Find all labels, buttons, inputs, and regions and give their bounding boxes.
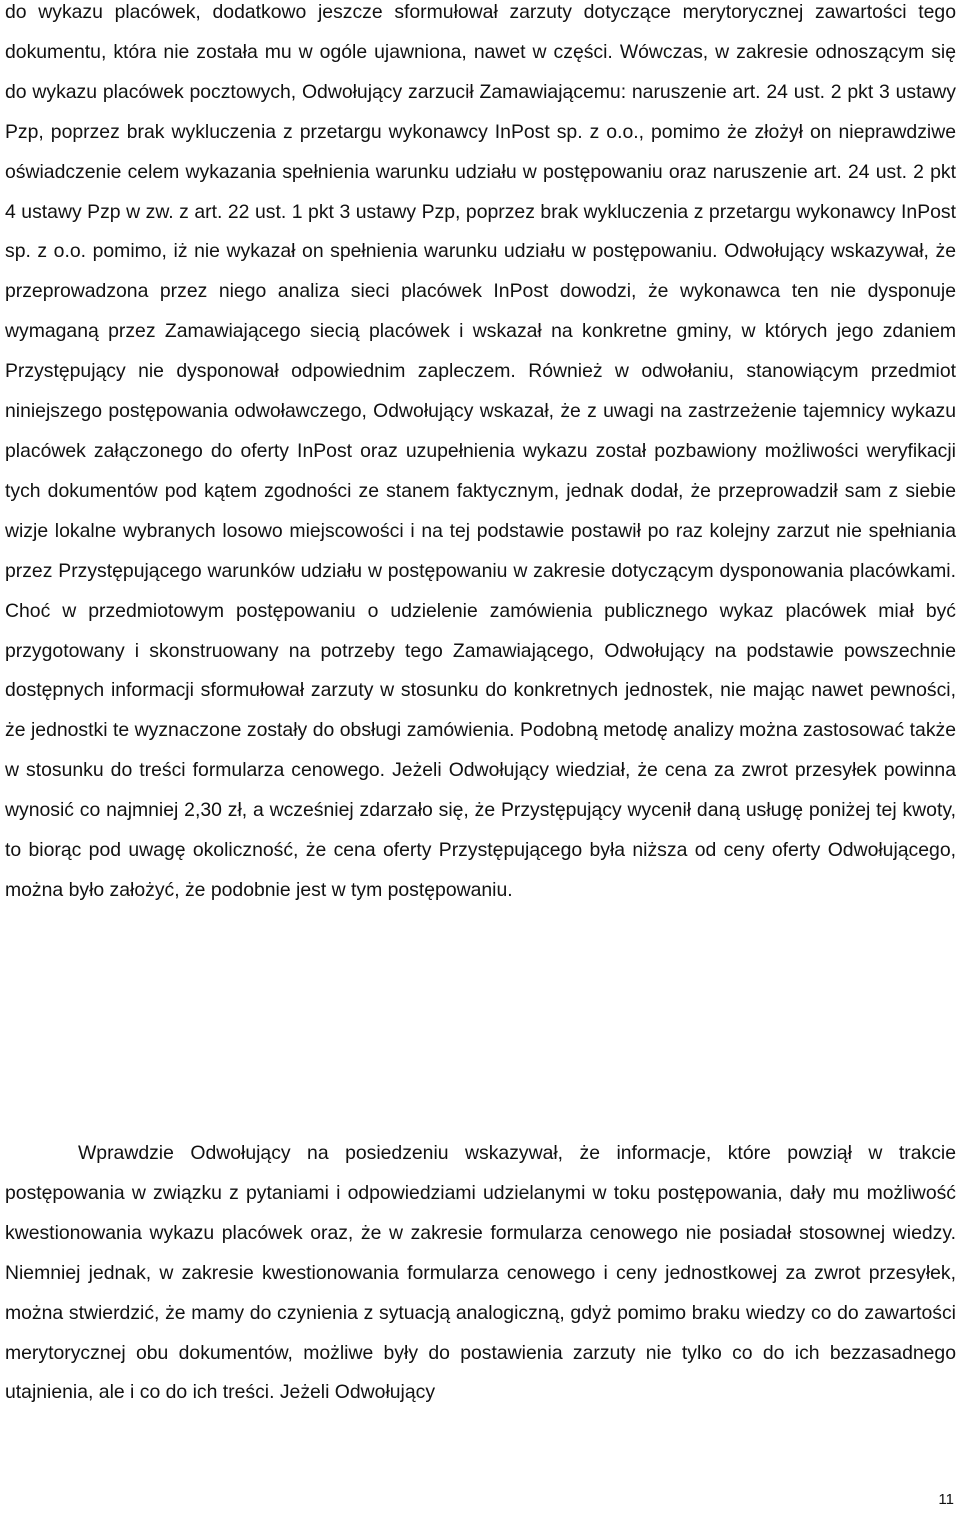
page-number: 11 [938,1491,954,1508]
body-paragraph-2: Wprawdzie Odwołujący na posiedzeniu wskazywał, że informacje, które powziął w trakcie postępowania w związku z pytaniami i odpowiedziami udzielanymi w toku postępowania, dały mu możliwość kwestionowania wykazu placówek oraz, że w zakresie formularza cenowego nie posiadał stosownej wiedzy. Niemniej jednak, w zakresie kwestionowania formularza cenowego i ceny jednostkowej za zwrot przesyłek, można stwierdzić, że mamy do czynienia z sytuacją analogiczną, gdyż pomimo braku wiedzy co do zawartości merytorycznej obu dokumentów, możliwe były do postawienia zarzuty nie tylko co do ich bezzasadnego utajnienia, ale i co do ich treści. Jeżeli Odwołujący [5,1142,956,1404]
body-paragraph-1: do wykazu placówek, dodatkowo jeszcze sformułował zarzuty dotyczące merytorycznej zawartości tego dokumentu, która nie została mu w ogóle ujawniona, nawet w części. Wówczas, w zakresie odnoszącym się do wykazu placówek pocztowych, Odwołujący zarzucił Zamawiającemu: naruszenie art. 24 ust. 2 pkt 3 ustawy Pzp, poprzez brak wykluczenia z przetargu wykonawcy InPost sp. z o.o., pomimo że złożył on nieprawdziwe oświadczenie celem wykazania spełnienia warunku udziału w postępowaniu oraz naruszenie art. 24 ust. 2 pkt 4 ustawy Pzp w zw. z art. 22 ust. 1 pkt 3 ustawy Pzp, poprzez brak wykluczenia z przetargu wykonawcy InPost sp. z o.o. pomimo, iż nie wykazał on spełnienia warunku udziału w postępowaniu. Odwołujący wskazywał, że przeprowadzona przez niego analiza sieci placówek InPost dowodzi, że wykonawca ten nie dysponuje wymaganą przez Zamawiającego siecią placówek i wskazał na konkretne gminy, w których jego zdaniem Przystępujący nie dysponował odpowiednim zapleczem. Również w odwołaniu, stanowiącym przedmiot niniejszego postępowania odwoławczego, Odwołujący wskazał, że z uwagi na zastrzeżenie tajemnicy wykazu placówek załączonego do oferty InPost oraz uzupełnienia wykazu został pozbawiony możliwości weryfikacji tych dokumentów pod kątem zgodności ze stanem faktycznym, jednak dodał, że przeprowadził sam z siebie wizje lokalne wybranych losowo miejscowości i na tej podstawie postawił po raz kolejny zarzut nie spełniania przez Przystępującego warunków udziału w postępowaniu w zakresie dotyczącym dysponowania placówkami. Choć w przedmiotowym postępowaniu o udzielenie zamówienia publicznego wykaz placówek miał być przygotowany i skonstruowany na potrzeby tego Zamawiającego, Odwołujący na podstawie powszechnie dostępnych informacji sformułował zarzuty w stosunku do konkretnych jednostek, nie mając nawet pewności, że jednostki te wyznaczone zostały do obsługi zamówienia. Podobną metodę analizy można zastosować także w stosunku do treści formularza cenowego. Jeżeli Odwołujący wiedział, że cena za zwrot przesyłek powinna wynosić co najmniej 2,30 zł, a wcześniej zdarzało się, że Przystępujący wycenił daną usługę poniżej tej kwoty, to biorąc pod uwagę okoliczność, że cena oferty Przystępującego była niższa od ceny oferty Odwołującego, można było założyć, że podobnie jest w tym postępowaniu. [5,1,956,901]
